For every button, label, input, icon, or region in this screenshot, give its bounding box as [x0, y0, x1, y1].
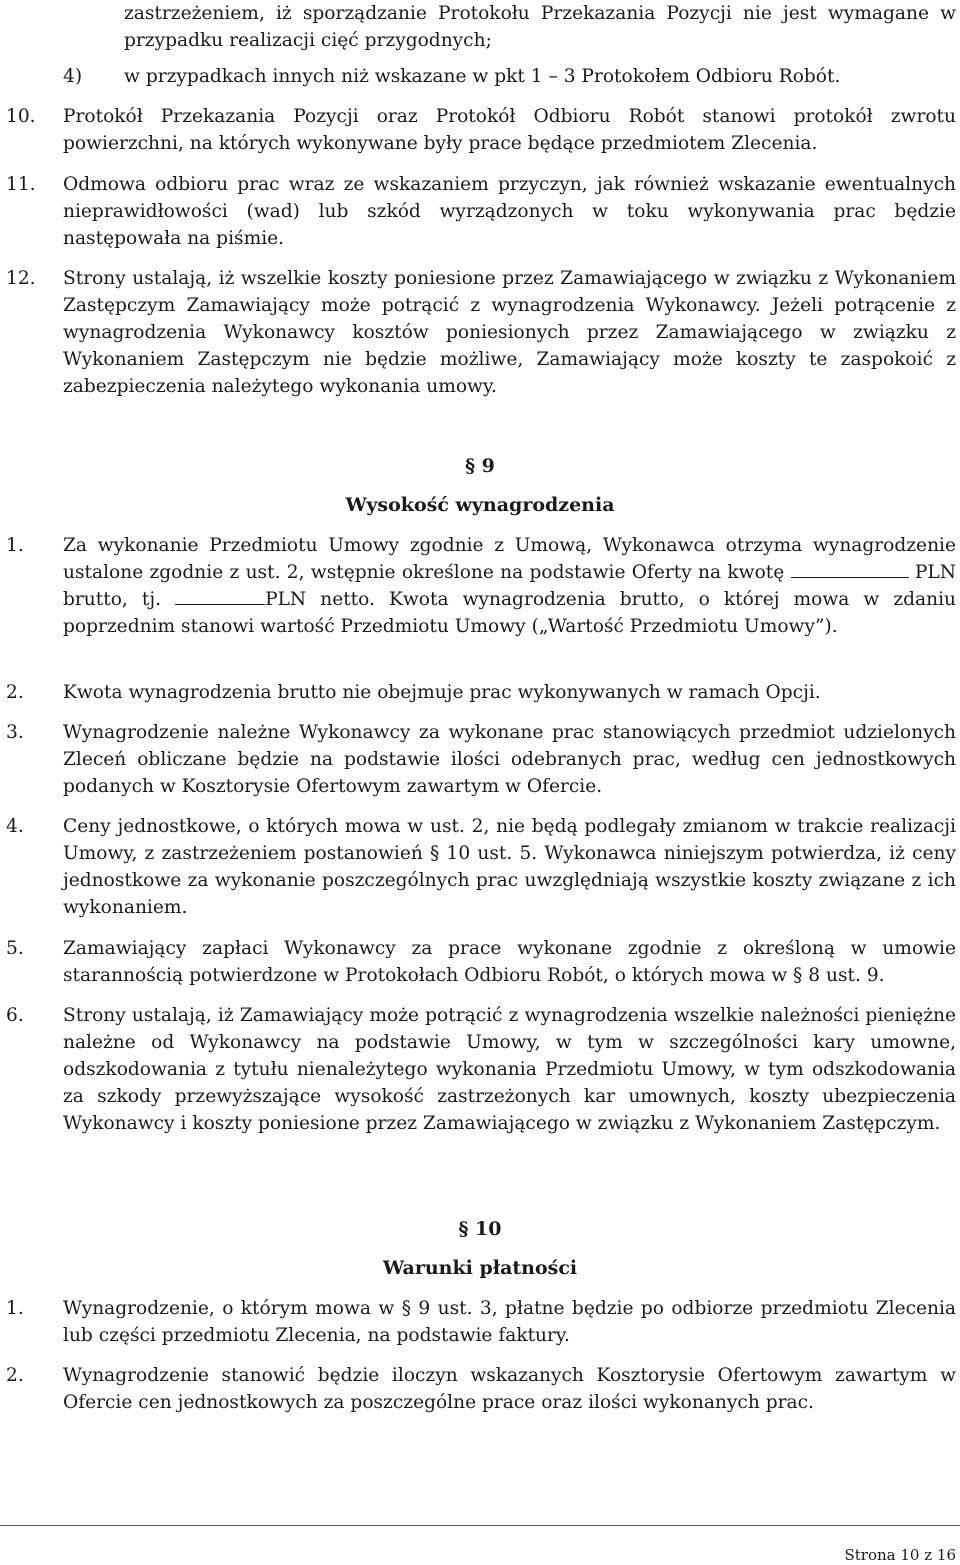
section-10-item-1: 1. Wynagrodzenie, o którym mowa w § 9 ust. 3, płatne będzie po odbiorze przedmiotu Zlecenia lub części przedmiotu Zlecenia, na podstawie faktury.	[63, 1295, 956, 1349]
paragraph-sign: §	[465, 455, 476, 477]
paragraph-sign: §	[430, 843, 440, 864]
list-item-4: 4) w przypadkach innych niż wskazane w pkt 1 – 3 Protokołem Odbioru Robót.	[124, 63, 956, 90]
section-9-item-6: 6. Strony ustalają, iż Zamawiający może potrącić z wynagrodzenia wszelkie należności pieniężne należne od Wykonawcy na podstawie Umowy, w tym w szczególności kary umowne, odszkodowania z tytułu nienależytego wykonania Przedmiotu Umowy, w tym odszkodowania za szkody przewyższające wysokość zastrzeżonych kar umownych, koszty ubezpieczenia Wykonawcy i koszty poniesione przez Zamawiającego w związku z Wykonaniem Zastępczym.	[63, 1002, 956, 1137]
section-9-number: § 9	[465, 455, 495, 477]
paragraph-number: 10.	[6, 106, 36, 127]
section-9-title: Wysokość wynagrodzenia	[345, 494, 615, 516]
gross-amount-blank	[791, 563, 909, 578]
section-9-item-2: 2. Kwota wynagrodzenia brutto nie obejmuje prac wykonywanych w ramach Opcji.	[63, 679, 956, 706]
list-number: 4)	[63, 66, 83, 87]
item-number: 2.	[6, 682, 24, 703]
footer-divider	[0, 1525, 960, 1526]
section-9-item-1: 1. Za wykonanie Przedmiotu Umowy zgodnie z Umową, Wykonawca otrzyma wynagrodzenie ustalone zgodnie z ust. 2, wstępnie określone na podstawie Oferty na kwotę PLN brutto, tj. PLN netto. Kwota wynagrodzenia brutto, o której mowa w zdaniu poprzednim stanowi wartość Przedmiotu Umowy („Wartość Przedmiotu Umowy”).	[63, 532, 956, 640]
paragraph-number: 11.	[6, 174, 36, 195]
item-number: 6.	[6, 1005, 24, 1026]
section-10-number: § 10	[458, 1218, 502, 1240]
section-9-item-4: 4. Ceny jednostkowe, o których mowa w ust. 2, nie będą podlegały zmianom w trakcie realizacji Umowy, z zastrzeżeniem postanowień § 10 ust. 5. Wykonawca niniejszym potwierdza, iż ceny jednostkowe za wykonanie poszczególnych prac uwzględniają wszystkie koszty związane z ich wykonaniem.	[63, 813, 956, 921]
paragraph-sign: §	[401, 1298, 411, 1319]
net-amount-blank	[175, 590, 265, 605]
item-number: 4.	[6, 816, 24, 837]
paragraph-12: 12. Strony ustalają, iż wszelkie koszty poniesione przez Zamawiającego w związku z Wykonaniem Zastępczym Zamawiający może potrącić z wynagrodzenia Wykonawcy. Jeżeli potrącenie z wynagrodzenia Wykonawcy kosztów poniesionych przez Zamawiającego w związku z Wykonaniem Zastępczym nie będzie możliwe, Zamawiający może koszty te zaspokoić z zabezpieczenia należytego wykonania umowy.	[63, 265, 956, 400]
paragraph-sign: §	[793, 965, 803, 986]
item-number: 3.	[6, 722, 24, 743]
section-9-item-3: 3. Wynagrodzenie należne Wykonawcy za wykonane prac stanowiących przedmiot udzielonych Zleceń obliczane będzie na podstawie ilości odebranych prac, według cen jednostkowych podanych w Kosztorysie Ofertowym zawartym w Ofercie.	[63, 719, 956, 800]
section-10-title: Warunki płatności	[382, 1257, 578, 1279]
paragraph-sign: §	[458, 1218, 469, 1240]
item-number: 2.	[6, 1365, 24, 1386]
page-number: Strona 10 z 16	[844, 1546, 956, 1564]
item-number: 5.	[6, 938, 24, 959]
paragraph-10: 10. Protokół Przekazania Pozycji oraz Protokół Odbioru Robót stanowi protokół zwrotu powierzchni, na których wykonywane były prace będące przedmiotem Zlecenia.	[63, 103, 956, 157]
item-number: 1.	[6, 1298, 24, 1319]
paragraph-number: 12.	[6, 268, 36, 289]
continued-paragraph: zastrzeżeniem, iż sporządzanie Protokołu Przekazania Pozycji nie jest wymagane w przypadku realizacji cięć przygodnych;	[124, 3, 956, 51]
item-number: 1.	[6, 535, 24, 556]
section-10-item-2: 2. Wynagrodzenie stanowić będzie iloczyn wskazanych Kosztorysie Ofertowym zawartym w Ofercie cen jednostkowych za poszczególne prace oraz ilości wykonanych prac.	[63, 1362, 956, 1416]
paragraph-11: 11. Odmowa odbioru prac wraz ze wskazaniem przyczyn, jak również wskazanie ewentualnych nieprawidłowości (wad) lub szkód wyrządzonych w toku wykonywania prac będzie następowała na piśmie.	[63, 171, 956, 252]
section-9-item-5: 5. Zamawiający zapłaci Wykonawcy za prace wykonane zgodnie z określoną w umowie starannością potwierdzone w Protokołach Odbioru Robót, o których mowa w § 8 ust. 9.	[63, 935, 956, 989]
